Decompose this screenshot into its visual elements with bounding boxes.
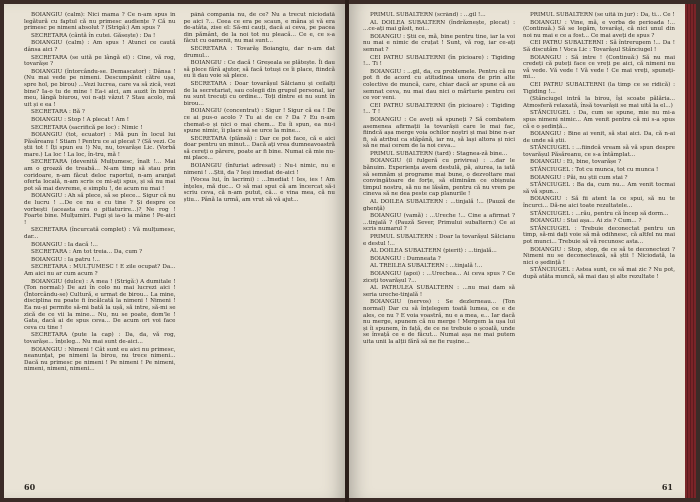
dialogue-paragraph: BOIANGIU : ...gil, da, cu problemele. Pentru că nu pot fi de acord cu atitudinea unora de prin alte colective de muncă, care, chiar dacă ar spune că au semnat ceva, nu mai dau nici o mărturie pentru cei ce vor veni.: [363, 68, 515, 102]
dialogue-paragraph: (Vocea lui, în lacrimi) : ...Imediat ! Ies, ies ! Am înțeles, mă duc... O să mai spui că am încercat să-i scriu ceva, că n-am putut, că... e vina mea, că nu știu... Până la urmă, am vrut să vă ajut...: [183, 177, 335, 204]
dialogue-paragraph: SECRETARA : MULȚUMESC ! E zile ocupat? Da... Am aici nu ar cum acum ?: [24, 264, 176, 277]
dialogue-paragraph: BOIANGIU : Ei, bine, tovarășe ?: [530, 159, 622, 166]
dialogue-paragraph: până compania nu, de ce? Nu a trecut niciodată pe aici ?... Ceea ce era pe scaun, e mâna și vă era de-atâta, zise el: Să-mi cauți, dacă ai ceva, pe pacea din pământ, de la noi tot nu pleacă... Ce e, ce s-a făcut cu oamenii, nu mai sunt...: [183, 12, 335, 45]
dialogue-paragraph: BOIANGIU : Stop, stop, de ce să te deconectezi ? Nimeni nu se deconectează, să știi ! Niciodată, la nici o ședință !: [523, 246, 675, 266]
page-edges: [685, 4, 696, 498]
dialogue-paragraph: SECRETARA : Doar tovarășul Sălcianu și ceilalți de la secretariat, sau colegii din grupul personal, iar nu sunt trecuți cu ordine... Toți dintre ei nu sunt în birou...: [183, 80, 335, 107]
dialogue-paragraph: SECRETARA (sacrifică pe loc) : Nimic !: [31, 124, 143, 131]
dialogue-paragraph: AL PATRULEA SUBALTERN : ...nu mai dam să seria ureche-tinjală !: [363, 285, 515, 298]
dialogue-paragraph: BOIANGIU (înfuriat adresat) : Nu-i nimic, nu e nimeni ! ...Știi, da ? Ieși imediat de-aici !: [183, 163, 335, 176]
dialogue-paragraph: BOIANGIU : Ia patru !...: [31, 256, 100, 263]
left-page-columns: [24, 12, 335, 474]
dialogue-paragraph: CEI PATRU SUBALTERNI (în picioare) : Tigiding !... T !: [363, 102, 515, 116]
dialogue-paragraph: STĂNCIUGEL : Trebuie deconectat pentru un timp, să-mi dați voie să mă odihnesc, că altfel nu mai pot munci... Trebuie să vă recunosc asta...: [523, 225, 675, 245]
dialogue-paragraph: BOIANGIU (întorcându-se. Demascator) : Dânsa ! (Nu mai vede pe nimeni. Descumpănit către ușa, spre hol, pe birou) ...Vezi lucrea, care va să zică, vezi bine? Ia-o tu de mine ! Ea-i aici, am auzit în biroul meu, lângă biurou, voi n-ați văzut ? Stau acolo, mă uit și e ea !: [24, 68, 176, 108]
dialogue-paragraph: CEI PATRU SUBALTERNI (la timp ce se ridică) : Tigiding !...: [523, 81, 675, 95]
dialogue-paragraph: PRIMUL SUBALTERN (scrând) : ...gil !...: [370, 12, 486, 18]
right-page-column-1: [363, 12, 515, 474]
dialogue-paragraph: CEI PATRU SUBALTERNI : Să întrerupem !... Da ! Să discutăm ! Voca Lic : Tovarășul Stănciugel !: [523, 40, 675, 53]
right-page: [349, 4, 685, 498]
dialogue-paragraph: STĂNCIUGEL : ...rău, pentru că încep să dorm...: [530, 210, 669, 217]
dialogue-paragraph: BOIANGIU (apoi) : ...Urechea... Ai ceva spus ? Ce ziceți tovarășul ?...: [363, 270, 515, 284]
dialogue-paragraph: AL DOILEA SUBALTERN (îndrăznește, plecat) : ...ce-ați mai găsit, noi...: [363, 19, 515, 33]
dialogue-paragraph: SECRETARA (încurcată complet) : Vă mulțumesc, dar...: [24, 227, 176, 240]
dialogue-paragraph: BOIANGIU : Să fii atent la ce spui, să nu te încurci... Dă-ne aici toate rezultatele...: [523, 196, 675, 210]
dialogue-paragraph: BOIANGIU : Ah să plece, să se plece... Sigur că nu de lucru ! ...De ce nu e cu tine ? Și despre ce vorbești (aceasta era o pitiaturire...)? Ne rog ! Foarte bine. Mulțumiri. Fugi și ia-o la mâne ! Pe-aici !: [24, 193, 176, 226]
dialogue-paragraph: SECRETARA (plânsă) : Dar ce pot face, că e aici doar pentru un minut... Dacă ați vrea dumneavoastră să cereți o părere, poate ar fi bine. Numai că mie nu-mi place...: [183, 135, 335, 162]
left-page: [4, 4, 345, 498]
left-page-column-1: [24, 12, 176, 474]
dialogue-paragraph: STĂNCIUGEL : ...fiindcă vream să vă spun despre tovarășul Păsăreanu, ce s-a întâmplat...: [523, 145, 675, 158]
dialogue-paragraph: BOIANGIU (il fulgeră cu privirea) : ...dar le bănuim. Experiența avem destulă, pă, aiurea, ia iată să semnăm și programe mai bune, o dezvoltare mai convingătoare de forțe, să eliminăm ce obișnuia timpul nostru, să nu ne lăsăm, pentru că nu vrem pe cineva să ne dea peste cap planurile !: [363, 158, 515, 198]
dialogue-paragraph: STĂNCIUGEL : Astea sunt, ce să mai zic ? Nu pot, după atâta muncă, să mai dau și alte rezultate !: [523, 267, 675, 280]
dialogue-paragraph: BOIANGIU : Dumneata ?: [370, 255, 441, 262]
dialogue-paragraph: BOIANGIU : Stai așa... Ai zis ? Cum... ?: [530, 218, 642, 225]
dialogue-paragraph: SECRETARA : Tovarăș Boiangiu, dar n-am dat drumul...: [183, 45, 335, 59]
dialogue-paragraph: BOIANGIU : Știi ce, mă, bine pentru tine, iar la voi nu mai e nimic de cruțat ! Sunt, vă rog, iar ce-ați semnat ?: [363, 33, 515, 53]
dialogue-paragraph: SECRETARA (cântă în cutei. Găsește) : Da !: [31, 32, 156, 39]
dialogue-paragraph: BOIANGIU (vamă) : ...Ureche !... Cine a afirmat ? ...tinjală ? (Pauză Sever, Primului subaltern:) Ce ai scris numarul ?: [363, 213, 515, 233]
dialogue-paragraph: BOIANGIU (nervos) : Se dezlerneau... (Ton normal) Dar cu să înțelegem toată lumea, ce e de ales, ce nu ? E voia voastră, nu e a mea, e... Iar dacă nu merge, spunem că nu merge ! Mergem la ușa lui și îi spunem, în față, de ce ne trebuie o școală, unde se învață ce e de făcut... Numai așa ne mai putem uita unii la alții fără să ne fie rușine...: [363, 299, 515, 345]
dialogue-paragraph: BOIANGIU : Ce aveți să spuneți ? Să combatem asemenea afirmații la tovarășii care le mai fac, fiindcă așa merge voia ochilor noștri și mai bine n-ar fi, să atribui ca stăpână, iar nu, să lași altora și nici să ne mai cerem de la noi ceva...: [363, 116, 515, 150]
dialogue-paragraph: BOIANGIU : Ce dacă ! Greșeala se plătește. Îi dau să plece fără ajutor, să facă totuși ce îi place, fiindcă eu îi dau voie să plece.: [183, 60, 335, 80]
dialogue-paragraph: BOIANGIU : Păi, nu știi cum stai ?: [530, 174, 628, 181]
dialogue-paragraph: BOIANGIU : Vine, mă, e vorba de perioada !... (Continuă.) Să se legăm, tovarăși, că nici unul din noi nu mai e ce a fost... Ce mai aveți de spus ?: [523, 19, 675, 39]
dialogue-paragraph: BOIANGIU (concentrat) : Sigur ! Sigur că ea ! De ce ai pus-o acolo ? Tu ai de ce ? Da ? Eu n-am chemat-o și nici o mai chem... Eu îi spun, ea nu-i spune nimic, îi place să se urce la mine...: [183, 108, 335, 135]
dialogue-paragraph: BOIANGIU : Nimeni ! Cât sunt eu aici nu primesc, neanunțat, pe nimeni la birou, nu trece nimeni... Dacă nu primesc pe nimeni ! Pe nimeni ! Pe nimeni, nimeni, nimeni, nimeni...: [24, 346, 176, 373]
dialogue-paragraph: AL DOILEA SUBALTERN (pierit) : ...tinjală...: [370, 248, 497, 255]
dialogue-paragraph: AL TREILEA SUBALTERN : ...tinjală !...: [370, 263, 483, 270]
dialogue-paragraph: PRIMUL SUBALTERN (tard) : Stagnea-ză bine...: [370, 150, 508, 157]
dialogue-paragraph: BOIANGIU : Ia dacă !...: [31, 241, 98, 248]
dialogue-paragraph: STĂNCIUGEL : Ba da, cum nu... Am venit tocmai să vă spun...: [523, 182, 675, 195]
right-page-columns: [363, 12, 675, 474]
dialogue-paragraph: STĂNCIUGEL : Tot cu munca, tot cu munca !: [530, 167, 659, 174]
dialogue-paragraph: BOIANGIU : Stop ! A plecat ! Am !: [31, 116, 129, 123]
dialogue-paragraph: SECRETARA : Bă ?: [31, 109, 85, 116]
dialogue-paragraph: SECRETARA (se uită pe lângă el) : Cine, vă rog, tovarășe ?: [24, 54, 176, 68]
dialogue-paragraph: (Stănciugel intră la birou, își scoate pălăria... Atmosferă relaxată, însă tovarășii se mai uită la el...): [523, 96, 675, 109]
dialogue-paragraph: BOIANGIU : Bine ai venit, să stai aici. Da, că n-ai de unde să știi.: [523, 131, 675, 144]
dialogue-paragraph: AL DOILEA SUBALTERN : ...tinjală !... (Pauză de ghență): [363, 199, 515, 212]
dialogue-paragraph: STĂNCIUGEL : Da, cum se spune, mie nu mi-a spus nimeni nimic... Am venit pentru că mi s-a spus că e o ședință...: [523, 110, 675, 130]
dialogue-paragraph: SECRETARA (pute la cap) : Da, da, vă rog, tovarășe... înțeleg... Nu mai sunt de-aici...: [24, 332, 176, 345]
dialogue-paragraph: PRIMUL SUBALTERN : Doar la tovarășul Sălcianu e destul !...: [363, 234, 515, 247]
dialogue-paragraph: CEI PATRU SUBALTERNI (în picioare) : Tigiding !... Ti !: [363, 54, 515, 68]
page-number-right: 61: [661, 482, 673, 492]
dialogue-paragraph: SECRETARA (devenită Mulțumesc, înalt !... Mai am o groază de treabă... N-am timp să stau prin coridoare, n-am făcut deloc raportul, n-am aranjat oferta locală, n-am scris ce mi-ați spus, și să nu mai pot să mai devreme, e simplu !, de acum nu mai !: [24, 159, 176, 192]
right-page-column-2: [523, 12, 675, 474]
dialogue-paragraph: BOIANGIU (calm): Nici mama ? Ce n-am spus în legătură cu faptul că nu primesc audiențe ? Că nu primesc pe nimeni absolut ? (Strigă:) Am spus ?: [24, 12, 176, 32]
dialogue-paragraph: BOIANGIU (dulce) : A mea ! (Strigă:) A dumitale ! (Ton normal:) De azi în colo nu mai lucrezi aici ! (Întorcându-se) Cultură, e urmat de birou... La mine, disciplina nu poate fi încălcată la nimeni ! Nimeni ! Ea nu-și permite să-mi bată la ușă, să intre, să-mi se zică de ce vii la mine... Nu, nu se poate, dom'le ! Gata, dacă ai de spus ceva... De acum ori voi face ceva cu tine !: [24, 278, 176, 331]
dialogue-paragraph: SECRETARA : Am tot treia... Da, cum ?: [31, 249, 143, 256]
dialogue-paragraph: BOIANGIU (calm) : Am spus ! Atunci ce caută dânsa aici ?: [24, 40, 176, 53]
dialogue-paragraph: BOIANGIU : Să intre ! (Continuă:) Să nu mai credeți că puteți face ce vreți pe aici, că nimeni nu vă vede. Vă vede ! Vă vede ! Ce mai vreți, spuneți-mi...: [523, 54, 675, 81]
dialogue-paragraph: PRIMUL SUBALTERN (se uită în jur) : Da, ti... Ce !: [530, 12, 675, 18]
left-page-column-2: [184, 12, 336, 474]
dialogue-paragraph: BOIANGIU (tot, ecuator) : Mă pun în locul lui Păsăreanu ! Stiam ! Pentru ce ai plecat ? (Să vezi. Ce știi tot ! Îți spun eu !) Nu, nu, tovarășe Lic. (Vorbă mare.) La loc ! La loc, în-tru, mă !: [24, 132, 176, 158]
page-number-left: 60: [24, 482, 36, 492]
